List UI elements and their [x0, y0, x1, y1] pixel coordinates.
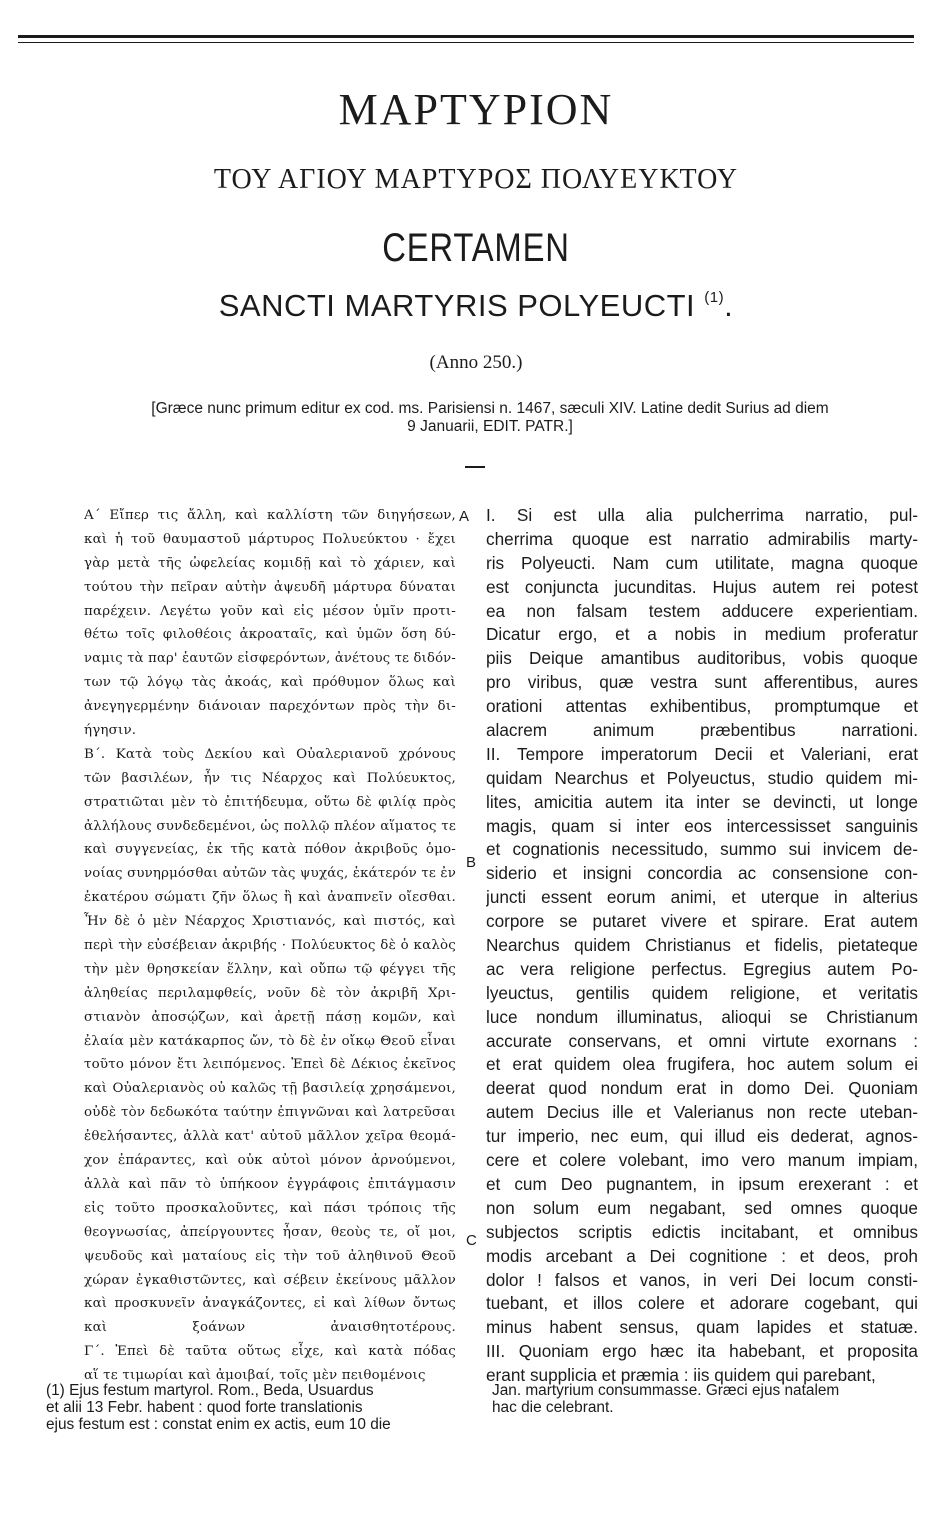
latin-text-line: juncti essent eorum animi, et uterque in alterius [486, 887, 918, 908]
subtitle-latin-wrapper [0, 288, 952, 324]
edition-note-line: [Græce nunc primum editur ex cod. ms. Parisiensi n. 1467, sæculi XIV. Latine dedit Surius ad diem [151, 400, 829, 417]
subtitle-latin-period: . [724, 288, 734, 323]
latin-text-line: II. Tempore imperatorum Decii et Valeriani, erat [486, 743, 918, 764]
greek-text-line: ἀληθείας περιλαμφθείς, νοῦν δὲ τὸν ἀκριβῆ Χρι- [84, 985, 456, 1001]
latin-text-line: pro viribus, quæ vestra sunt afferentibus, aures [486, 672, 918, 693]
latin-text-line: lites, amicitia autem ita inter se devincti, ut longe [486, 791, 918, 812]
greek-text-line: τούτου τὴν πεῖραν αὐτὴν ἀψευδῆ μάρτυρα δύναται [84, 579, 456, 595]
latin-text-line: Nearchus quidem Christianus et fidelis, pietateque [486, 935, 918, 956]
latin-text-line: cere et colere volebant, imo vero manum impiam, [486, 1150, 918, 1171]
greek-text-line: ἀλλὰ καὶ πᾶν τὸ ὑπήκοον ἐγγράφοις ἐπιτάγμασιν [84, 1176, 456, 1192]
latin-text-line: Dicatur ergo, et a nobis in medium proferatur [486, 624, 918, 645]
footnote-reference: (1) [704, 289, 725, 306]
greek-text-line: καὶ ἡ τοῦ θαυμαστοῦ μάρτυρος Πολυεύκτου · ἔχει [84, 531, 456, 547]
edition-note-line: 9 Januarii, EDIT. PATR.] [407, 418, 573, 435]
greek-text-line: χον ἐπάραντες, καὶ οὐκ αὐτοὶ μόνον ἀρνούμενοι, [84, 1153, 456, 1169]
latin-text-line: et erat quidem olea frugifera, hoc autem solum ei [486, 1054, 918, 1075]
latin-text-line: ea non falsam testem adducere experientiam. [486, 600, 918, 621]
greek-text-line: καὶ ξοάνων ἀναισθητοτέρους. [84, 1320, 456, 1336]
footnote-right [492, 1382, 922, 1416]
greek-text-line: καὶ Οὐαλεριανὸς οὐ καλῶς τῇ βασιλείᾳ χρησάμενοι, [84, 1081, 456, 1097]
subtitle-latin: SANCTI MARTYRIS POLYEUCTI [218, 288, 696, 323]
greek-text-line: ἀλλήλους συνδεδεμένοι, ὡς πολλῷ πλέον αἵματος τε [84, 818, 456, 834]
latin-text-line: I. Si est ulla alia pulcherrima narratio, pul- [486, 505, 918, 525]
latin-text-line: modis arcebant a Dei cognitione : et deos, proh [486, 1245, 918, 1266]
margin-mark-a: A [459, 508, 470, 525]
subtitle-greek: ΤΟΥ ΑΓΙΟΥ ΜΑΡΤΥΡΟΣ ΠΟΛΥΕΥΚΤΟΥ [213, 164, 739, 195]
top-rule-thick [18, 35, 914, 38]
greek-text-line: στρατιῶται μὲν τὸ ἐπιτήδευμα, οὕτω δὲ φιλίᾳ πρὸς [84, 794, 456, 810]
edition-note [120, 400, 860, 436]
latin-text-line: non solum eum negabant, sed omnes quoque [486, 1197, 918, 1218]
latin-text-line: ac vera religione perfectus. Egregius autem Po- [486, 958, 918, 979]
footnote-line: et alii 13 Febr. habent : quod forte translationis [46, 1399, 363, 1416]
greek-text-line: νοίας συνηρμόσθαι αὐτῶν τὰς ψυχάς, ἑκάτερόν τε ἐν [84, 866, 457, 882]
greek-text-line: ἑκατέρου σώματι ζῆν ὅλως ἢ καὶ ἀναπνεῖν οἴεσθαι. [84, 890, 456, 906]
greek-text-line: τοῦτο μόνον ἔτι λειπόμενος. Ἐπεὶ δὲ Δέκιος ἐκεῖνος [84, 1057, 456, 1073]
latin-text-line: quidam Nearchus et Polyeuctus, studio quidem mi- [486, 767, 918, 788]
greek-text-column [84, 504, 456, 1388]
latin-text-line: et cum Deo pugnantem, in ipsum erexerant : et [486, 1173, 918, 1194]
greek-text-line: Ἦν δὲ ὁ μὲν Νέαρχος Χριστιανός, καὶ πιστός, καὶ [84, 914, 456, 930]
footnote-line: ejus festum est : constat enim ex actis, eum 10 die [46, 1416, 391, 1433]
greek-text-line: παρέχειν. Λεγέτω γοῦν καὶ εἰς μέσον ὑμῖν προτι- [84, 603, 456, 619]
latin-text-line: piis Deique amantibus auditoribus, vobis quoque [486, 648, 918, 669]
latin-text-line: tuebant, et illos colere et adorare cogebant, qui [486, 1293, 918, 1314]
latin-text-line: erant supplicia et præmia : iis quidem qui parebant, [486, 1365, 876, 1386]
footnote-line: Jan. martyrium consummasse. Græci ejus natalem [492, 1382, 840, 1399]
title-latin: CERTAMEN [382, 226, 570, 270]
greek-text-line: οὐδὲ τὸν δεδωκότα ταύτην ἐπιγνῶναι καὶ λατρεῦσαι [84, 1105, 456, 1121]
footnote-line: (1) Ejus festum martyrol. Rom., Beda, Usuardus [46, 1382, 374, 1399]
latin-text-line: magis, quam si inter eos intercessisset sanguinis [486, 815, 918, 836]
latin-text-line: accurate conservans, et omni virtute exornans : [486, 1030, 918, 1051]
latin-text-line: cherrima quoque est narratio admirabilis marty- [486, 528, 918, 549]
latin-text-line: autem Decius ille et Valerianus non recte uteban- [486, 1102, 918, 1123]
greek-text-line: των τῷ λόγῳ τὰς ἀκοάς, καὶ πρόθυμον ὅλως καὶ [84, 675, 456, 691]
latin-text-line: est conjuncta jucunditas. Hujus autem rei potest [486, 576, 918, 597]
greek-text-line: τὴν μὲν θρησκείαν ἕλλην, καὶ οὔπω τῷ φέγγει τῆς [84, 961, 456, 977]
greek-text-line: αἵ τε τιμωρίαι καὶ ἀμοιβαί, τοῖς μὲν πειθομένοις [84, 1368, 426, 1384]
footnote-line: hac die celebrant. [492, 1399, 614, 1416]
latin-text-line: luce nondum illuminatus, alioqui se Christianum [486, 1006, 918, 1027]
greek-text-line: τῶν βασιλέων, ἦν τις Νέαρχος καὶ Πολύευκτος, [84, 770, 456, 786]
greek-text-line: καὶ προσκυνεῖν ἀναγκάζοντες, εἰ καὶ λίθων ὄντως [84, 1296, 456, 1312]
margin-mark-b: B [466, 854, 477, 871]
greek-text-line: ήγησιν. [84, 723, 137, 739]
title-greek: ΜΑΡΤΥΡΙΟΝ [338, 85, 614, 134]
greek-text-line: Α΄ Εἴπερ τις ἄλλη, καὶ καλλίστη τῶν διηγήσεων, [84, 508, 456, 523]
greek-text-line: χώραν ἐγκαθιστῶντες, καὶ σέβειν ἐκείνους μᾶλλον [84, 1272, 456, 1288]
greek-text-line: Γ΄. Ἐπεὶ δὲ ταῦτα οὕτως εἶχε, καὶ κατὰ πόδας [84, 1344, 456, 1360]
greek-text-line: στιανὸν ἀποσῴζων, καὶ ἀρετῇ πάσῃ κομῶν, καὶ [84, 1009, 456, 1025]
latin-text-line: alacrem animum præbentibus narrationi. [486, 720, 918, 741]
top-rule-thin [18, 42, 914, 43]
greek-text-line: Β΄. Κατὰ τοὺς Δεκίου καὶ Οὐαλεριανοῦ χρόνους [84, 746, 456, 762]
greek-text-line: θεογνωσίας, ἀπείργουντες ἦσαν, θεοὺς τε, οἴ μοι, [84, 1224, 456, 1240]
margin-mark-c: C [466, 1232, 477, 1249]
greek-text-line: ἐλαία μὲν κατάκαρπος ὤν, τὸ δὲ ἐν οἴκῳ Θεοῦ εἶναι [84, 1033, 456, 1049]
section-divider [465, 466, 485, 468]
greek-text-line: ἐθελήσαντες, ἀλλὰ κατ' αὐτοῦ μᾶλλον χεῖρα θεομά- [84, 1129, 456, 1145]
latin-text-line: corpore se putaret vivere et spirare. Erat autem [486, 911, 918, 932]
latin-text-line: siderio et insigni concordia ac consensione con- [486, 863, 918, 884]
latin-text-line: lyeuctus, gentilis quidem religione, et veritatis [486, 982, 918, 1003]
latin-text-line: ris Polyeucti. Nam cum utilitate, magna quoque [486, 552, 918, 573]
greek-text-line: περὶ τὴν εὐσέβειαν ἀκριβής · Πολύευκτος δὲ ὁ καλὸς [84, 938, 456, 954]
greek-text-line: εἰς τοῦτο προσκαλοῦντες, καὶ πάσι τρόποις τῆς [84, 1200, 456, 1216]
greek-text-line: γὰρ μετὰ τῆς ὠφελείας κομιδῇ καὶ τὸ χάριεν, καὶ [84, 555, 456, 571]
latin-text-line: orationi attentas exhibentibus, promptumque et [486, 696, 918, 717]
greek-text-line: ψευδοῦς καὶ ματαίους εἰς τὴν τοῦ ἀληθινοῦ Θεοῦ [84, 1248, 456, 1264]
latin-text-line: subjectos scriptis edictis incitabant, et omnibus [486, 1221, 918, 1242]
latin-text-line: III. Quoniam ergo hæc ita habebant, et proposita [486, 1341, 918, 1362]
greek-text-line: θέτω τοῖς φιλοθέοις ἀκροαταῖς, καὶ ὑμῶν ὅση δύ- [84, 627, 456, 643]
latin-text-line: minus habent sensus, quam lapides et statuæ. [486, 1317, 918, 1338]
greek-text-line: ναμις τὰ παρ' ἑαυτῶν εἰσφερόντων, ἀνέτους τε διδόν- [84, 651, 457, 667]
greek-text-line: ἀνεγηγερμένην διάνοιαν παρεχόντων πρὸς τὴν δι- [84, 699, 456, 715]
latin-text-line: tur imperio, nec eum, qui illud eis dederat, agnos- [486, 1126, 918, 1147]
latin-text-column [486, 504, 918, 1388]
latin-text-line: et cognationis necessitudo, summo sui invicem de- [486, 839, 918, 860]
latin-text-line: dolor ! falsos et vanos, in veri Dei locum consti- [486, 1269, 918, 1290]
latin-text-line: deerat quod nondum erat in domo Dei. Quoniam [486, 1078, 918, 1099]
greek-text-line: καὶ συγγενείας, ἐκ τῆς κατὰ πόθον ἀκριβοῦς ὁμο- [84, 842, 456, 858]
footnote-left [46, 1382, 476, 1433]
year-note: (Anno 250.) [429, 352, 523, 373]
